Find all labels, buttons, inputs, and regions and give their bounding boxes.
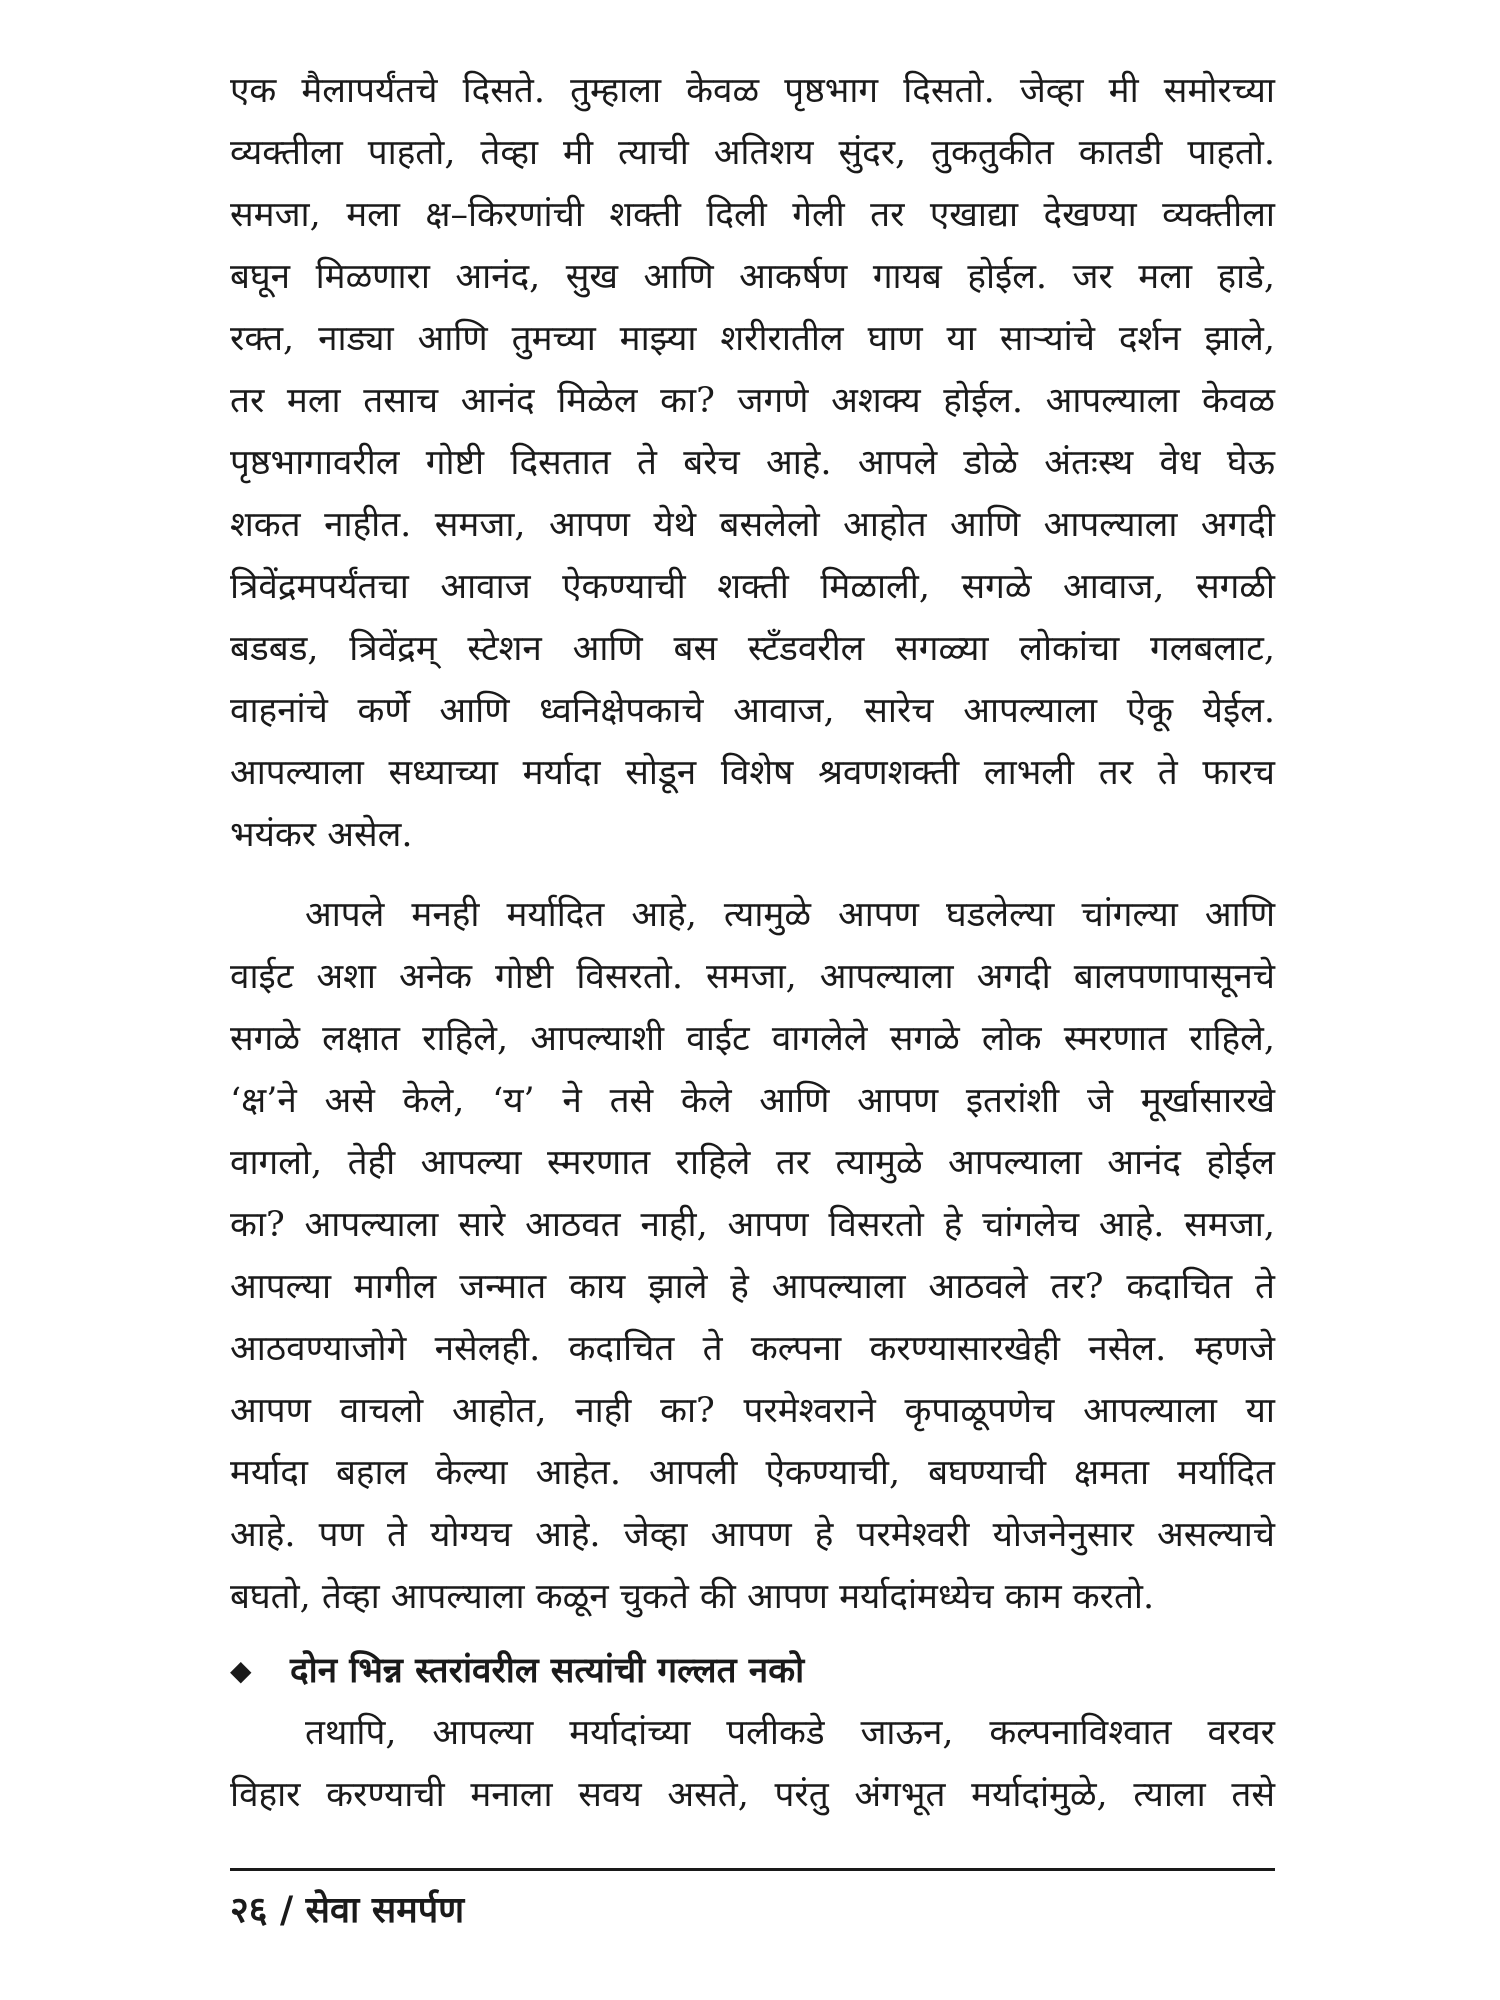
text-line: का? आपल्याला सारे आठवत नाही, आपण विसरतो हे चांगलेच आहे. समजा, [230, 1205, 1275, 1245]
text-line: आठवण्याजोगे नसेलही. कदाचित ते कल्पना करण्यासारखेही नसेल. म्हणजे [230, 1329, 1275, 1369]
text-line: बघून मिळणारा आनंद, सुख आणि आकर्षण गायब होईल. जर मला हाडे, [230, 257, 1275, 297]
diamond-bullet-icon: ◆ [230, 1654, 252, 1687]
paragraph-1 [230, 60, 1275, 866]
text-line: त्रिवेंद्रमपर्यंतचा आवाज ऐकण्याची शक्ती मिळाली, सगळे आवाज, सगळी [230, 567, 1275, 607]
page-body [230, 60, 1275, 1826]
text-line: समजा, मला क्ष–किरणांची शक्ती दिली गेली तर एखाद्या देखण्या व्यक्तीला [230, 195, 1275, 235]
text-line: आपल्या मागील जन्मात काय झाले हे आपल्याला आठवले तर? कदाचित ते [230, 1267, 1275, 1307]
paragraph-2 [230, 884, 1275, 1628]
text-line: आपले मनही मर्यादित आहे, त्यामुळे आपण घडलेल्या चांगल्या आणि [305, 895, 1275, 935]
page-footer: २६ / सेवा समर्पण [230, 1889, 465, 1931]
text-line: ‘क्ष’ने असे केले, ‘य’ ने तसे केले आणि आपण इतरांशी जे मूर्खासारखे [230, 1081, 1275, 1121]
text-line: बडबड, त्रिवेंद्रम् स्टेशन आणि बस स्टँडवरील सगळ्या लोकांचा गलबलाट, [230, 629, 1275, 669]
text-line: आपल्याला सध्याच्या मर्यादा सोडून विशेष श्रवणशक्ती लाभली तर ते फारच [230, 753, 1275, 793]
text-line: भयंकर असेल. [230, 815, 413, 855]
text-line: वाईट अशा अनेक गोष्टी विसरतो. समजा, आपल्याला अगदी बालपणापासूनचे [230, 957, 1275, 997]
footer-divider [230, 1868, 1275, 1871]
text-line: एक मैलापर्यंतचे दिसते. तुम्हाला केवळ पृष्ठभाग दिसतो. जेव्हा मी समोरच्या [230, 71, 1275, 111]
text-line: तथापि, आपल्या मर्यादांच्या पलीकडे जाऊन, कल्पनाविश्वात वरवर [305, 1713, 1275, 1753]
text-line: सगळे लक्षात राहिले, आपल्याशी वाईट वागलेले सगळे लोक स्मरणात राहिले, [230, 1019, 1275, 1059]
text-line: वाहनांचे कर्णे आणि ध्वनिक्षेपकाचे आवाज, सारेच आपल्याला ऐकू येईल. [230, 691, 1275, 731]
text-line: शकत नाहीत. समजा, आपण येथे बसलेलो आहोत आणि आपल्याला अगदी [230, 505, 1275, 545]
text-line: वागलो, तेही आपल्या स्मरणात राहिले तर त्यामुळे आपल्याला आनंद होईल [230, 1143, 1275, 1183]
text-line: आहे. पण ते योग्यच आहे. जेव्हा आपण हे परमेश्वरी योजनेनुसार असल्याचे [230, 1515, 1275, 1555]
text-line: तर मला तसाच आनंद मिळेल का? जगणे अशक्य होईल. आपल्याला केवळ [230, 381, 1275, 421]
text-line: व्यक्तीला पाहतो, तेव्हा मी त्याची अतिशय सुंदर, तुकतुकीत कातडी पाहतो. [230, 133, 1275, 173]
text-line: पृष्ठभागावरील गोष्टी दिसतात ते बरेच आहे. आपले डोळे अंतःस्थ वेध घेऊ [230, 443, 1275, 483]
paragraph-3 [230, 1702, 1275, 1826]
text-line: रक्त, नाड्या आणि तुमच्या माझ्या शरीरातील घाण या साऱ्यांचे दर्शन झाले, [230, 319, 1275, 359]
text-line: आपण वाचलो आहोत, नाही का? परमेश्वराने कृपाळूपणेच आपल्याला या [230, 1391, 1275, 1431]
text-line: विहार करण्याची मनाला सवय असते, परंतु अंगभूत मर्यादांमुळे, त्याला तसे [230, 1775, 1275, 1815]
section-heading [230, 1640, 1275, 1702]
text-line: मर्यादा बहाल केल्या आहेत. आपली ऐकण्याची, बघण्याची क्षमता मर्यादित [230, 1453, 1275, 1493]
text-line: बघतो, तेव्हा आपल्याला कळून चुकते की आपण मर्यादांमध्येच काम करतो. [230, 1577, 1155, 1617]
section-heading-text: दोन भिन्न स्तरांवरील सत्यांची गल्लत नको [290, 1650, 805, 1691]
